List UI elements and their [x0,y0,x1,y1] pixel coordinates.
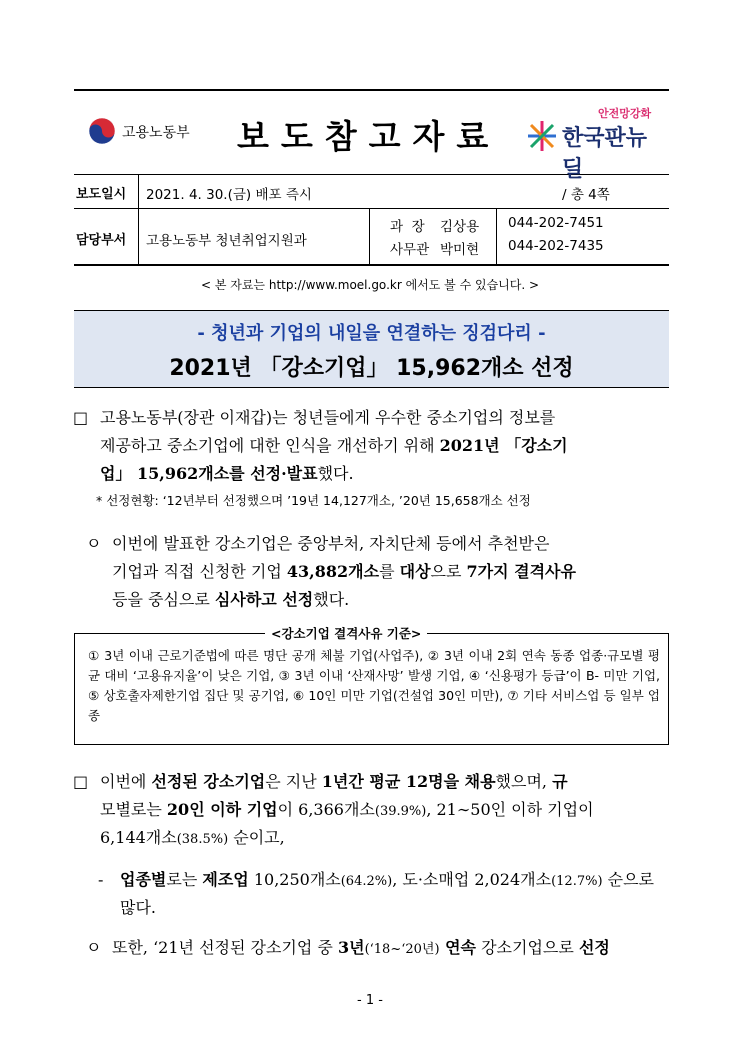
para3-line1f: 규 [552,772,568,791]
page-number: - 1 - [357,993,383,1008]
para2-line3c: 했다. [313,590,350,609]
taegeuk-icon [88,117,116,145]
newdeal-name: 한국판뉴딜 [562,126,648,182]
para2-line3 [112,586,349,613]
para2-bullet: ㅇ [86,534,102,553]
para2-line2a: 기업과 직접 신청한 기업 [112,562,287,581]
dept-value: 고용노동부 청년취업지원과 [146,233,307,249]
para5-line1e: 강소기업으로 [476,938,579,957]
para3-line1 [100,768,568,795]
para5-line1b: 3년 [337,938,365,957]
newdeal-tagline: 안전망강화 [598,107,652,120]
para2-line2d: 대상 [399,562,431,581]
para4-line1a: 업종별 [120,870,167,889]
para2-line2 [112,558,576,585]
phone2: 044-202-7435 [508,238,604,254]
contact2-name: 박미현 [440,242,480,258]
para3-line1b: 선정된 강소기업 [151,772,266,791]
para3-line1a: 이번에 [100,772,152,791]
para1-line3 [100,460,354,487]
newdeal-logo [526,105,666,182]
para2-line1: 이번에 발표한 강소기업은 중앙부처, 자치단체 등에서 추천받은 [112,534,550,553]
para3-line3c: 순이고, [228,828,285,847]
para4-line2: 많다. [120,898,156,917]
para4-line1d: 10,250개소 [248,870,341,889]
para3-line3a: 6,144개소 [100,828,177,847]
para2-line2f: 7가지 결격사유 [466,562,576,581]
para5-line1 [112,934,610,963]
criteria-title: <강소기업 결격사유 기준> [265,624,427,642]
para3-line3b: (38.5%) [176,832,229,847]
para2-line2b: 43,882개소 [286,562,380,581]
dept-row [74,209,669,266]
para4-line1g: (12.7%) [551,874,603,889]
para1-line2a: 제공하고 중소기업에 대한 인식을 개선하기 위해 [100,436,440,455]
para3-line2d: (39.9%) [374,804,427,819]
para5-bullet: ㅇ [86,938,102,957]
para2-line2c: 를 [379,562,400,581]
para3-line2b: 20인 이하 기업 [166,800,278,819]
para3-line2a: 모별로는 [100,800,167,819]
release-row [74,175,669,209]
para5-line1f: 선정 [578,938,610,957]
para3-line2e: , 21∼50인 이하 기업이 [426,800,594,819]
para3-line2c: 이 6,366개소 [277,800,375,819]
phone1: 044-202-7451 [508,215,604,231]
para1-bullet: □ [73,408,89,427]
contact1-title: 과 장 [390,219,425,235]
para1-line3a: 업」 15,962개소를 선정·발표 [100,464,318,483]
para2-line3a: 등을 중심으로 [112,590,215,609]
headline-sub: - 청년과 기업의 내일을 연결하는 징검다리 - [197,323,546,344]
para4-bullet: - [98,870,104,889]
para4-line1e: (64.2%) [340,874,393,889]
headline-box [74,310,669,388]
header-table [74,89,669,266]
para3-line1d: 1년간 평균 12명을 채용 [321,772,496,791]
para4-line1f: , 도·소매업 2,024개소 [392,870,552,889]
para2-line3b: 심사하고 선정 [214,590,314,609]
contact1-name: 김상용 [440,219,480,235]
para1-line2b: 2021년 「강소기 [439,436,568,455]
doc-type-title: 보도참고자료 [237,117,501,156]
para5-line1d: 연속 [439,938,477,957]
para3-line3 [100,824,285,853]
para3-line2 [100,796,594,825]
para3-line1e: 했으며, [495,772,553,791]
para3-bullet: □ [73,772,89,791]
release-value: 2021. 4. 30.(금) 배포 즉시 [146,187,312,203]
para5-line1a: 또한, ‘21년 선정된 강소기업 중 [112,938,338,957]
para2-line2e: 으로 [430,562,467,581]
para5-line1c: (‘18~‘20년) [364,942,440,957]
para1-line2 [100,432,568,459]
criteria-text: ① 3년 이내 근로기준법에 따른 명단 공개 체불 기업(사업주), ② 3년 이내 2회 연속 동종 업종·규모별 평균 대비 ‘고용유지율’이 낮은 기업, ③ 3년 이내 ‘산재사망’ 발생 기업, ④ ‘신용평가 등급’이 B- 미만 기업, ⑤ 상호출자제한기업 집단 및 공기업, ⑥ 10인 미만 기업(건설업 30인 미만), ⑦ 기타 서비스업 등 일부 업종 [88,648,660,723]
para4-line1b: 로는 [166,870,203,889]
dept-label: 담당부서 [76,233,127,248]
ministry-name: 고용노동부 [122,125,190,141]
release-label: 보도일시 [76,187,127,202]
contact2-title: 사무관 [390,242,430,258]
newdeal-star-icon [526,119,558,153]
para4-line1h: 순으로 [602,870,654,889]
para3-line1c: 은 지난 [265,772,322,791]
headline-main: 2021년 「강소기업」 15,962개소 선정 [169,356,574,381]
ministry-logo [88,117,116,145]
para1-line1: 고용노동부(장관 이재갑)는 청년들에게 우수한 중소기업의 정보를 [100,408,556,427]
header-title-row [74,91,669,182]
para4-line1 [120,866,654,895]
para4-line1c: 제조업 [202,870,249,889]
page-total: / 총 4쪽 [562,187,610,203]
note1: * 선정현황: ‘12년부터 선정했으며 ’19년 14,127개소, ’20년 15,658개소 선정 [96,493,531,508]
para1-line3b: 했다. [317,464,354,483]
site-note: < 본 자료는 http://www.moel.go.kr 에서도 볼 수 있습니다. > [200,278,540,292]
